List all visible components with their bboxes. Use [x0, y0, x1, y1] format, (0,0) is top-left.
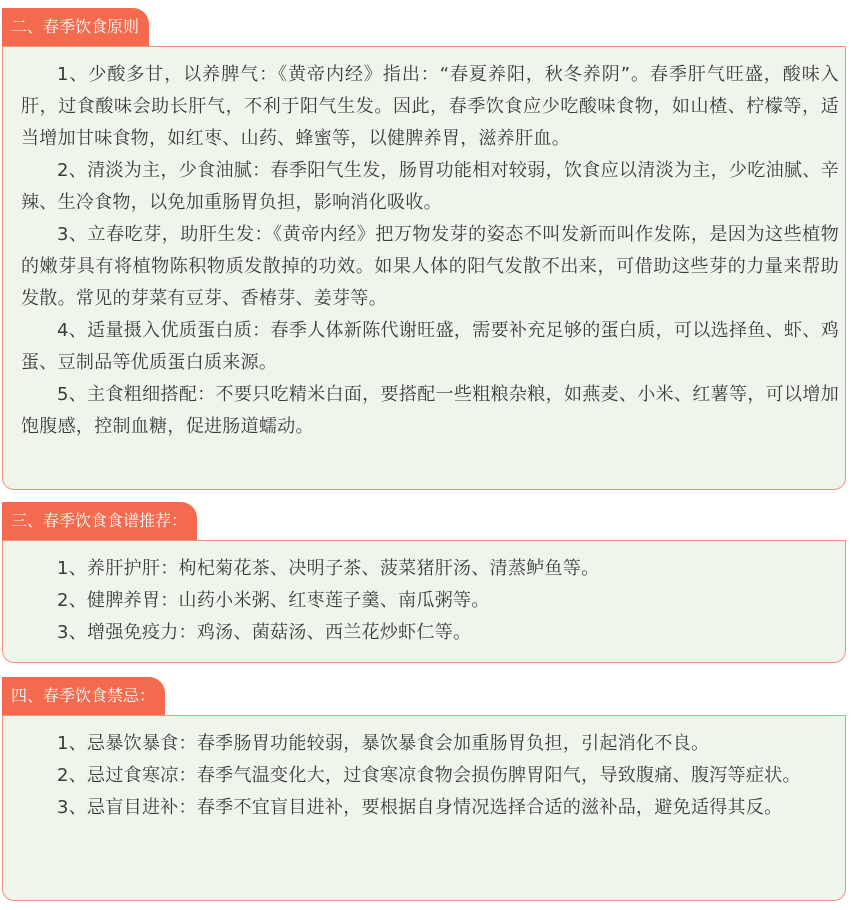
paragraph: 3、增强免疫力：鸡汤、菌菇汤、西兰花炒虾仁等。 [57, 622, 472, 643]
section-content [2, 46, 846, 490]
paragraph: 2、清淡为主，少食油腻：春季阳气生发，肠胃功能相对较弱，饮食应以清淡为主，少吃油腻、辛辣、生冷食物，以免加重肠胃负担，影响消化吸收。 [21, 160, 839, 213]
section-content [2, 540, 846, 663]
paragraph: 2、健脾养胃：山药小米粥、红枣莲子羹、南瓜粥等。 [57, 590, 490, 611]
paragraph: 1、忌暴饮暴食：春季肠胃功能较弱，暴饮暴食会加重肠胃负担，引起消化不良。 [57, 733, 710, 754]
paragraph: 3、立春吃芽，助肝生发：《黄帝内经》把万物发芽的姿态不叫发新而叫作发陈，是因为这些植物的嫩芽具有将植物陈积物质发散掉的功效。如果人体的阳气发散不出来，可借助这些芽的力量来帮助发散。常见的芽菜有豆芽、香椿芽、姜芽等。 [21, 224, 839, 309]
paragraph: 3、忌盲目进补：春季不宜盲目进补，要根据自身情况选择合适的滋补品，避免适得其反。 [57, 797, 783, 818]
paragraph: 1、养肝护肝：枸杞菊花茶、决明子茶、菠菜猪肝汤、清蒸鲈鱼等。 [57, 558, 600, 579]
paragraph: 2、忌过食寒凉：春季气温变化大，过食寒凉食物会损伤脾胃阳气，导致腹痛、腹泻等症状。 [57, 765, 801, 786]
paragraph: 5、主食粗细搭配：不要只吃精米白面，要搭配一些粗粮杂粮，如燕麦、小米、红薯等，可以增加饱腹感，控制血糖，促进肠道蠕动。 [21, 384, 839, 437]
section-title: 四、春季饮食禁忌： [2, 677, 165, 715]
section-content [2, 715, 846, 901]
section-title: 三、春季饮食食谱推荐： [2, 502, 197, 540]
paragraph: 4、适量摄入优质蛋白质：春季人体新陈代谢旺盛，需要补充足够的蛋白质，可以选择鱼、虾、鸡蛋、豆制品等优质蛋白质来源。 [21, 320, 839, 373]
section-title: 二、春季饮食原则 [2, 8, 149, 46]
paragraph: 1、少酸多甘，以养脾气：《黄帝内经》指出：“春夏养阳，秋冬养阴”。春季肝气旺盛，酸味入肝，过食酸味会助长肝气，不利于阳气生发。因此，春季饮食应少吃酸味食物，如山楂、柠檬等，适当增加甘味食物，如红枣、山药、蜂蜜等，以健脾养胃，滋养肝血。 [21, 64, 839, 149]
